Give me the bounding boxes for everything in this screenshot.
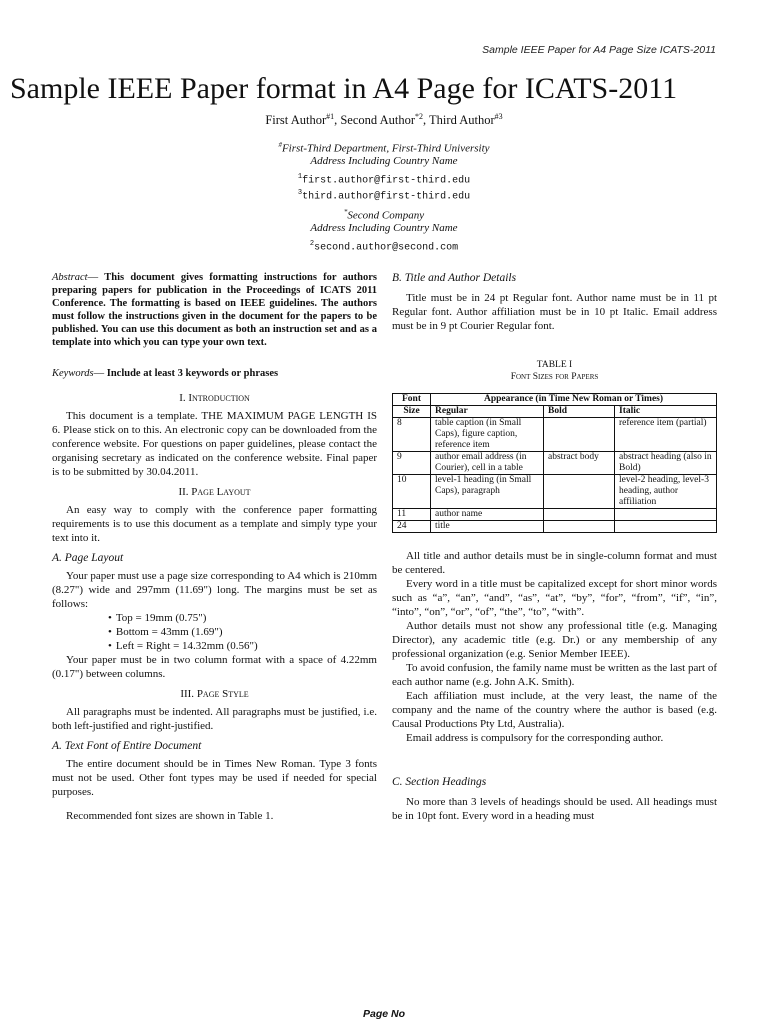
section-headings-paragraph: No more than 3 levels of headings should be used. All headings must be in 10pt font. Every word in a heading must <box>392 796 717 822</box>
section-3-title: Page Style <box>196 688 249 700</box>
text-font-paragraph: The entire document should be in Times New Roman. Type 3 fonts must not be used. Other font types may be used if needed for special purposes. <box>52 758 377 798</box>
table-cell-regular: author email address (in Courier), cell in a table <box>431 452 544 475</box>
margin-list <box>52 611 377 653</box>
section-3-number: III. <box>180 688 195 700</box>
page-layout-paragraph: An easy way to comply with the conference paper formatting requirements is to use this document as a template and simply type your text into it. <box>52 504 377 544</box>
table-cell-bold <box>544 418 615 452</box>
author-list: First Author$^{\#1}$, Second Author$^{*2}$, Third Author$^{\#3}$ <box>265 112 503 128</box>
table-header-regular: Regular <box>431 406 544 418</box>
email-required-paragraph: Email address is compulsory for the corresponding author. <box>406 732 664 744</box>
subsection-heading-text-font: A. Text Font of Entire Document <box>52 740 202 752</box>
introduction-paragraph: This document is a template. THE MAXIMUM PAGE LENGTH IS 6. Please stick on to this. An electronic copy can be downloaded from the conference website. For questions on paper guidelines, please contact the organising secretary as indicated on the conference website. Final paper is to be submitted by 30.04.2011. <box>52 410 377 478</box>
family-name-paragraph: To avoid confusion, the family name must be written as the last part of each author name (e.g. John A.K. Smith). <box>392 662 717 688</box>
email-3 <box>0 185 768 205</box>
table-cell-italic: abstract heading (also in Bold) <box>615 452 717 475</box>
table-cell-size: 24 <box>393 521 431 533</box>
section-heading-introduction <box>52 391 377 405</box>
capitalization-paragraph: Every word in a title must be capitalized except for short minor words such as “a”, “an”, “and”, “as”, “at”, “by”, “for”, “from”, “if”, “in”, “into”, “on”, “or”, “of”, “the”, “to”, “with”. <box>392 578 717 618</box>
right-column <box>392 271 717 823</box>
single-column-paragraph: All title and author details must be in single-column format and must be centered. <box>392 550 717 576</box>
subsection-heading-page-layout: A. Page Layout <box>52 552 124 564</box>
abstract-dash: — <box>87 272 105 283</box>
email-2 <box>0 236 768 256</box>
section-heading-page-layout <box>52 485 377 499</box>
author-third: Third Author <box>429 113 495 128</box>
author-first: First Author <box>265 113 327 128</box>
table-cell-bold: abstract body <box>544 452 615 475</box>
affiliation-paragraph: Each affiliation must include, at the very least, the name of the company and the name of the country where the author is based (e.g. Causal Productions Pty Ltd, Australia). <box>392 690 717 730</box>
two-column-paragraph: Your paper must be in two column format with a space of 4.22mm (0.17") between columns. <box>52 654 377 680</box>
table-cell-size: 8 <box>393 418 431 452</box>
table-cell-size: 9 <box>393 452 431 475</box>
table-row <box>393 418 717 452</box>
keywords <box>52 367 377 381</box>
affiliation-1-line-2: Address Including Country Name <box>310 155 458 167</box>
table-row <box>393 452 717 475</box>
table-cell-size: 11 <box>393 509 431 521</box>
author-first-sup: #1 <box>326 112 335 121</box>
author-third-sup: #3 <box>494 112 503 121</box>
section-2-title: Page Layout <box>191 486 251 498</box>
margin-left-right-item: • Left = Right = 14.32mm (0.56") <box>108 639 377 653</box>
email-2-address: second.author@second.com <box>314 242 459 254</box>
table-row <box>393 509 717 521</box>
page-style-paragraph: All paragraphs must be indented. All paragraphs must be justified, i.e. both left-justified and right-justified. <box>52 706 377 732</box>
affiliation-2-line-2: Address Including Country Name <box>310 222 458 234</box>
page-number: Page No <box>362 1008 405 1020</box>
table-cell-size: 10 <box>393 475 431 509</box>
table-label: TABLE I <box>536 360 573 370</box>
table-cell-italic <box>615 521 717 533</box>
table-header-font: Font <box>393 394 431 406</box>
table-cell-regular: table caption (in Small Caps), figure caption, reference item <box>431 418 544 452</box>
table-header-bold: Bold <box>544 406 615 418</box>
title-author-paragraph: Title must be in 24 pt Regular font. Author name must be in 11 pt Regular font. Author affiliation must be in 10 pt Italic. Email address must be in 9 pt Courier Regular font. <box>392 292 717 332</box>
margin-bottom-item: • Bottom = 43mm (1.69") <box>108 625 377 639</box>
table-row <box>393 521 717 533</box>
font-sizes-table <box>392 393 717 533</box>
paper-title: Sample IEEE Paper format in A4 Page for ICATS-2011 <box>10 72 678 105</box>
author-second: Second Author <box>340 113 416 128</box>
running-header: Sample IEEE Paper for A4 Page Size ICATS-2011 <box>482 44 716 56</box>
abstract-text: This document gives formatting instructions for authors preparing papers for publication in the Proceedings of ICATS 2011 Conference. The formatting is based on IEEE guidelines. The authors must follow the instructions given in the document for the papers to be published. You can use this document as both an instruction set and as a template into which you can type your own text. <box>52 272 377 348</box>
margin-top-item: • Top = 19mm (0.75") <box>108 611 377 625</box>
table-cell-italic: level-2 heading, level-3 heading, author affiliation <box>615 475 717 509</box>
subsection-heading-section-headings: C. Section Headings <box>392 776 487 788</box>
email-1-address: first.author@first-third.edu <box>302 175 471 187</box>
table-cell-regular: level-1 heading (in Small Caps), paragraph <box>431 475 544 509</box>
keywords-dash: — <box>93 368 107 379</box>
table-header-appearance: Appearance (in Time New Roman or Times) <box>431 394 717 406</box>
subsection-heading-title-author: B. Title and Author Details <box>392 272 517 284</box>
professional-title-paragraph: Author details must not show any professional title (e.g. Managing Director), any academic title (e.g. Dr.) or any membership of any professional organization (e.g. Senior Member IEEE). <box>392 620 717 660</box>
email-2-sup: 2 <box>309 240 315 248</box>
page-size-paragraph: Your paper must use a page size corresponding to A4 which is 210mm (8.27") wide and 297mm (11.69") long. The margins must be set as follows: <box>52 570 377 610</box>
email-3-address: third.author@first-third.edu <box>302 191 471 203</box>
table-cell-bold <box>544 521 615 533</box>
affiliation-2-sup: * <box>343 208 348 216</box>
section-heading-page-style <box>52 687 377 701</box>
section-1-title: Introduction <box>188 392 250 404</box>
table-cell-regular: title <box>431 521 544 533</box>
table-header-size: Size <box>393 406 431 418</box>
affiliation-1-name: First-Third Department, First-Third University <box>281 142 490 155</box>
abstract-label: Abstract <box>52 272 88 283</box>
email-3-sup: 3 <box>297 189 303 197</box>
table-caption-text: Font Sizes for Papers <box>510 372 599 382</box>
affiliation-1-sup: # <box>278 141 282 149</box>
affiliation-2-name: Second Company <box>347 209 425 222</box>
keywords-text: Include at least 3 keywords or phrases <box>106 368 279 379</box>
table-cell-bold <box>544 509 615 521</box>
left-column <box>52 271 377 823</box>
table-caption <box>392 371 717 383</box>
table-cell-regular: author name <box>431 509 544 521</box>
author-second-sup: *2 <box>415 112 424 121</box>
keywords-label: Keywords <box>52 368 94 379</box>
section-1-number: I. <box>179 392 186 404</box>
table-cell-italic <box>615 509 717 521</box>
table-cell-bold <box>544 475 615 509</box>
table-row <box>393 475 717 509</box>
section-2-number: II. <box>178 486 189 498</box>
table-cell-italic: reference item (partial) <box>615 418 717 452</box>
email-1-sup: 1 <box>297 173 303 181</box>
abstract <box>52 271 377 349</box>
font-size-reference-paragraph: Recommended font sizes are shown in Table 1. <box>66 810 274 822</box>
table-header-italic: Italic <box>615 406 717 418</box>
